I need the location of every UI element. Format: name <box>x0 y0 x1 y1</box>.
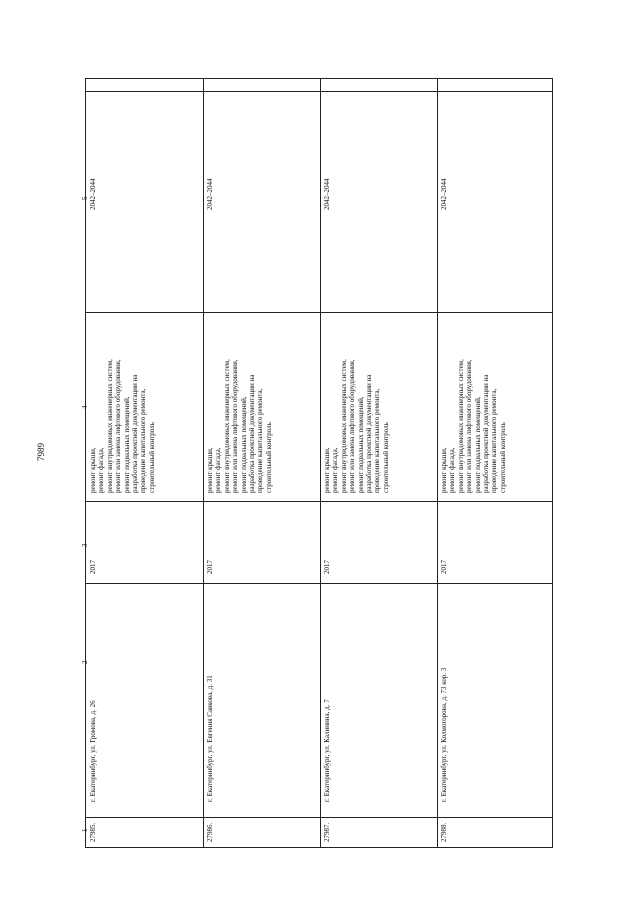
row-works: ремонт крыши, ремонт фасада, ремонт внутридомовых инженерных систем, ремонт или замена лифтового оборудования, ремонт подвальных помещений, разработка проектной документации на проведение капитального ремонта, строительный контроль <box>89 359 156 493</box>
row-period: 2042–2044 <box>440 178 448 210</box>
column-divider <box>86 501 552 502</box>
row-number: 27988. <box>440 822 448 842</box>
row-works: ремонт крыши, ремонт фасада, ремонт внутридомовых инженерных систем, ремонт или замена лифтового оборудования, ремонт подвальных помещений, разработка проектной документации на проведение капитального ремонта, строительный контроль <box>440 359 507 493</box>
row-works: ремонт крыши, ремонт фасада, ремонт внутридомовых инженерных систем, ремонт или замена лифтового оборудования, ремонт подвальных помещений, разработка проектной документации на проведение капитального ремонта, строительный контроль <box>323 359 390 493</box>
row-address: г. Екатеринбург, ул. Калинина, д. 7 <box>323 699 331 802</box>
row-year: 2017 <box>206 560 214 574</box>
header-col-4: 4 <box>81 405 89 409</box>
row-year: 2017 <box>440 560 448 574</box>
header-col-1: 1 <box>81 828 89 832</box>
header-col-3: 3 <box>81 543 89 547</box>
header-col-2: 2 <box>81 660 89 664</box>
row-year: 2017 <box>89 560 97 574</box>
row-works: ремонт крыши, ремонт фасада, ремонт внутридомовых инженерных систем, ремонт или замена лифтового оборудования, ремонт подвальных помещений, разработка проектной документации на проведение капитального ремонта, строительный контроль <box>206 359 273 493</box>
row-divider <box>203 79 204 847</box>
row-number: 27985. <box>89 822 97 842</box>
column-divider <box>86 817 552 818</box>
row-divider <box>320 79 321 847</box>
row-number: 27986. <box>206 822 214 842</box>
row-year: 2017 <box>323 560 331 574</box>
column-divider <box>86 312 552 313</box>
row-address: г. Екатеринбург, ул. Евгения Савкова, д. 31 <box>206 675 214 802</box>
page-number: 7989 <box>36 443 46 461</box>
row-period: 2042–2044 <box>323 178 331 210</box>
header-row-divider <box>86 91 552 92</box>
row-address: г. Екатеринбург, ул. Громова, д. 26 <box>89 700 97 802</box>
column-divider <box>86 583 552 584</box>
header-col-5: 5 <box>81 196 89 200</box>
row-period: 2042–2044 <box>89 178 97 210</box>
row-number: 27987. <box>323 822 331 842</box>
row-period: 2042–2044 <box>206 178 214 210</box>
row-address: г. Екатеринбург, ул. Колмогорова, д. 73 кор. 3 <box>440 667 448 802</box>
row-divider <box>437 79 438 847</box>
